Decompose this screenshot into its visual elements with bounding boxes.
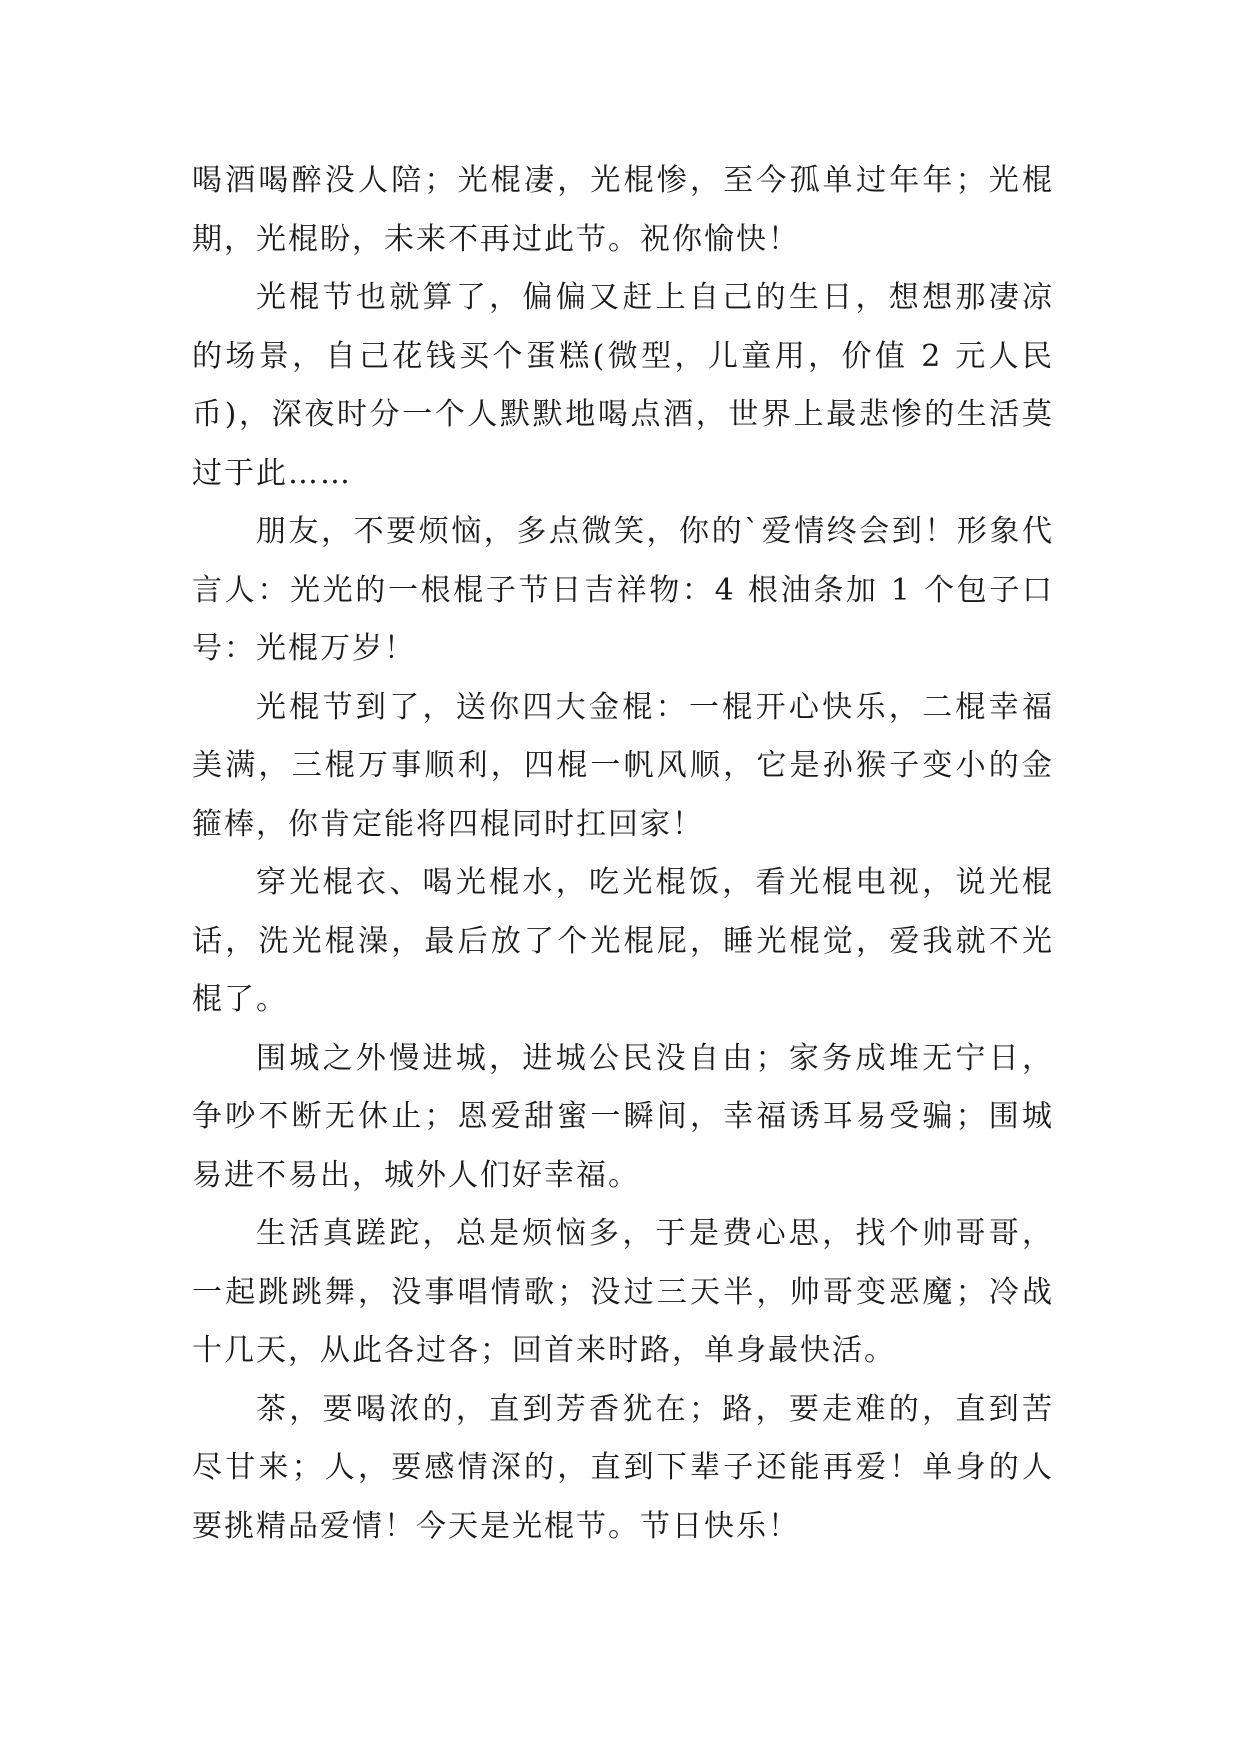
- paragraph-5: 穿光棍衣、喝光棍水，吃光棍饭，看光棍电视，说光棍话，洗光棍澡，最后放了个光棍屁，睡光棍觉，爱我就不光棍了。: [192, 865, 1054, 1017]
- paragraph-8: 茶，要喝浓的，直到芳香犹在；路，要走难的，直到苦尽甘来；人，要感情深的，直到下辈子还能再爱！单身的人要挑精品爱情！今天是光棍节。节日快乐！: [192, 1391, 1054, 1544]
- paragraph-3: 朋友，不要烦恼，多点微笑，你的`爱情终会到！形象代言人：光光的一根棍子节日吉祥物：4 根油条加 1 个包子口号：光棍万岁！: [192, 514, 1054, 666]
- paragraph-4: 光棍节到了，送你四大金棍：一棍开心快乐，二棍幸福美满，三棍万事顺利，四棍一帆风顺，它是孙猴子变小的金箍棒，你肯定能将四棍同时扛回家！: [192, 689, 1054, 842]
- paragraph-2: 光棍节也就算了，偏偏又赶上自己的生日，想想那凄凉的场景，自己花钱买个蛋糕(微型，儿童用，价值 2 元人民币)，深夜时分一个人默默地喝点酒，世界上最悲惨的生活莫过于此……: [192, 280, 1054, 491]
- paragraph-1: 喝酒喝醉没人陪；光棍凄，光棍惨，至今孤单过年年；光棍期，光棍盼，未来不再过此节。祝你愉快！: [192, 163, 1054, 257]
- paragraph-6: 围城之外慢进城，进城公民没自由；家务成堆无宁日，争吵不断无休止；恩爱甜蜜一瞬间，幸福诱耳易受骗；围城易进不易出，城外人们好幸福。: [192, 1040, 1054, 1193]
- document-body: [192, 152, 1054, 1556]
- paragraph-7: 生活真蹉跎，总是烦恼多，于是费心思，找个帅哥哥，一起跳跳舞，没事唱情歌；没过三天半，帅哥变恶魔；冷战十几天，从此各过各；回首来时路，单身最快活。: [192, 1216, 1054, 1368]
